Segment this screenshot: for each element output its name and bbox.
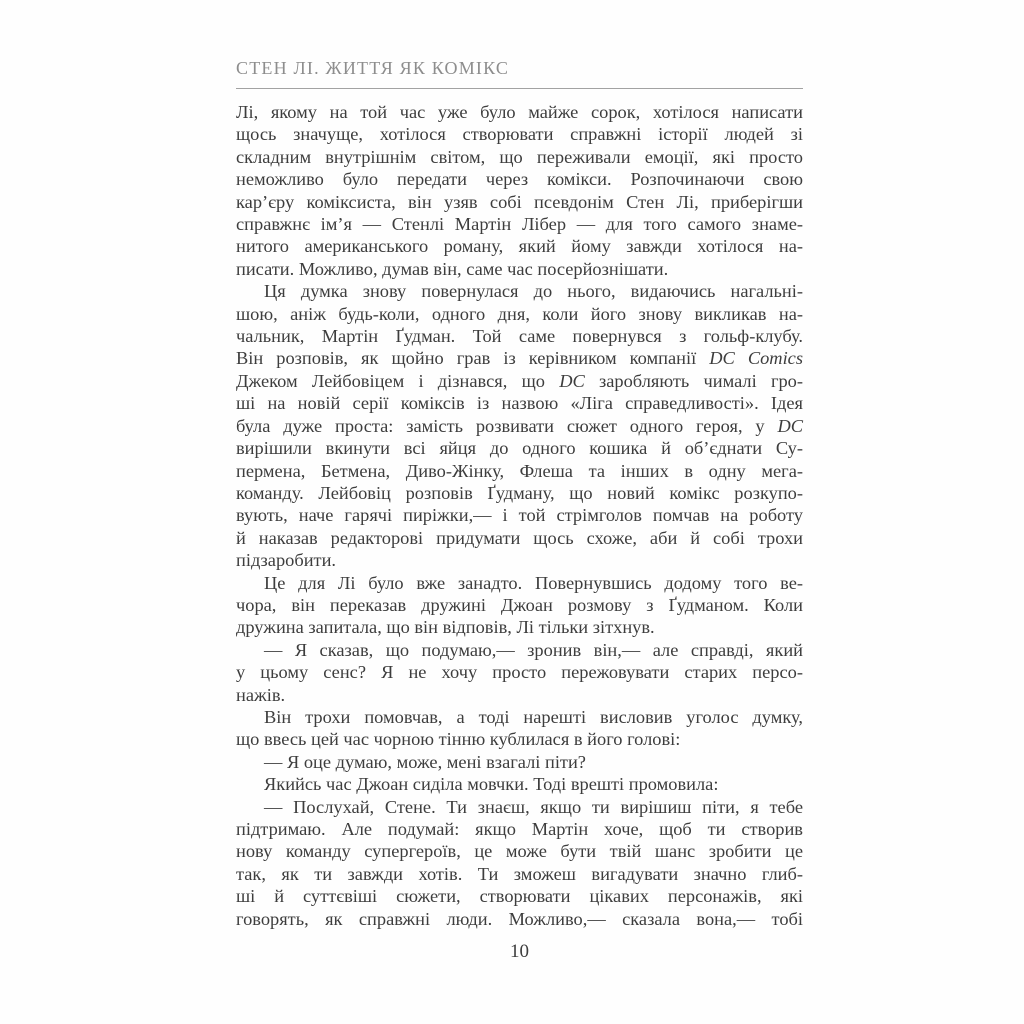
text-line: підтримаю. Але подумай: якщо Мартін хоче, щоб ти створив [236,819,803,839]
text-line: пермена, Бетмена, Диво-Жінку, Флеша та інших в одну мега- [236,460,803,481]
text-line: що ввесь цей час чорною тінню кублилася в його голові: [236,729,681,750]
body-text [236,101,803,930]
text-line: писати. Можливо, думав він, саме час посерйознішати. [236,258,669,279]
text-line: команду. Лейбовіц розповів Ґудману, що новий комікс розкупо- [236,482,803,503]
text-line: неможливо було передати через комікси. Розпочинаючи свою [236,169,803,190]
text-line: Це для Лі було вже занадто. Повернувшись додому того ве- [264,572,803,593]
text-line: — Я оце думаю, може, мені взагалі піти? [264,751,586,772]
text-line: Джеком Лейбовіцем і дізнався, що DC заробляють чималі гро- [236,370,804,391]
text-line: кар’єру коміксиста, він узяв собі псевдонім Стен Лі, приберігши [236,191,803,212]
paragraph [236,280,803,571]
text-line: підзаробити. [236,550,337,571]
text-line: й наказав редакторові придумати щось схоже, аби й собі трохи [236,527,803,548]
text-line: говорять, як справжні люди. Можливо,— сказала вона,— тобі [236,908,803,929]
text-line: Ця думка знову повернулася до нього, видаючись нагальні- [264,281,803,302]
text-line: ші й суттєвіші сюжети, створювати цікавих персонажів, які [236,886,803,907]
paragraph [236,796,803,930]
text-line: — Послухай, Стене. Ти знаєш, якщо ти вирішиш піти, я тебе [264,796,803,817]
paragraph [236,773,803,795]
text-line: шою, аніж будь-коли, одного дня, коли його знову викликав на- [236,303,803,324]
text-line: Якийсь час Джоан сиділа мовчки. Тоді врешті промовила: [264,774,719,795]
text-line: так, як ти завжди хотів. Ти зможеш вигадувати значно глиб- [236,863,803,884]
paragraph [236,572,803,639]
paragraph [236,751,803,773]
page-number: 10 [510,941,529,962]
text-line: чальник, Мартін Ґудман. Той саме повернувся з гольф-клубу. [236,326,803,347]
text-line: Він трохи помовчав, а тоді нарешті висловив уголос думку, [264,706,803,727]
text-line: Він розповів, як щойно грав із керівником компанії DC Comics [236,348,803,369]
text-line: нитого американського роману, який йому завжди хотілося на- [236,236,803,257]
running-header: СТЕН ЛІ. ЖИТТЯ ЯК КОМІКС [236,57,803,89]
text-line: Лі, якому на той час уже було майже сорок, хотілося написати [236,102,803,122]
text-line: складним внутрішнім світом, що переживали емоції, які просто [236,146,803,167]
text-line: чора, він переказав дружині Джоан розмову з Ґудманом. Коли [236,594,803,615]
text-line: щось значуще, хотілося створювати справжні історії людей зі [236,124,803,145]
text-line: нажів. [236,684,286,705]
text-line: нову команду супергероїв, це може бути твій шанс зробити це [236,841,803,862]
text-line: ші на новій серії коміксів із назвою «Ліга справедливості». Ідея [236,393,803,414]
text-line: у цьому сенс? Я не хочу просто пережовувати старих персо- [236,662,803,683]
paragraph [236,101,803,280]
paragraph [236,706,803,751]
paragraph [236,639,803,706]
text-line: — Я сказав, що подумаю,— зронив він,— але справді, який [264,639,803,660]
text-line: дружина запитала, що він відповів, Лі тільки зітхнув. [236,617,655,638]
text-block [236,57,803,930]
text-line: справжнє ім’я — Стенлі Мартін Лібер — для того самого знаме- [236,214,803,235]
text-line: вують, наче гарячі пиріжки,— і той стрімголов помчав на роботу [236,505,803,526]
text-line: вирішили вкинути всі яйця до одного кошика й об’єднати Су- [236,438,803,459]
text-line: була дуже проста: замість розвивати сюжет одного героя, у DC [236,415,803,436]
